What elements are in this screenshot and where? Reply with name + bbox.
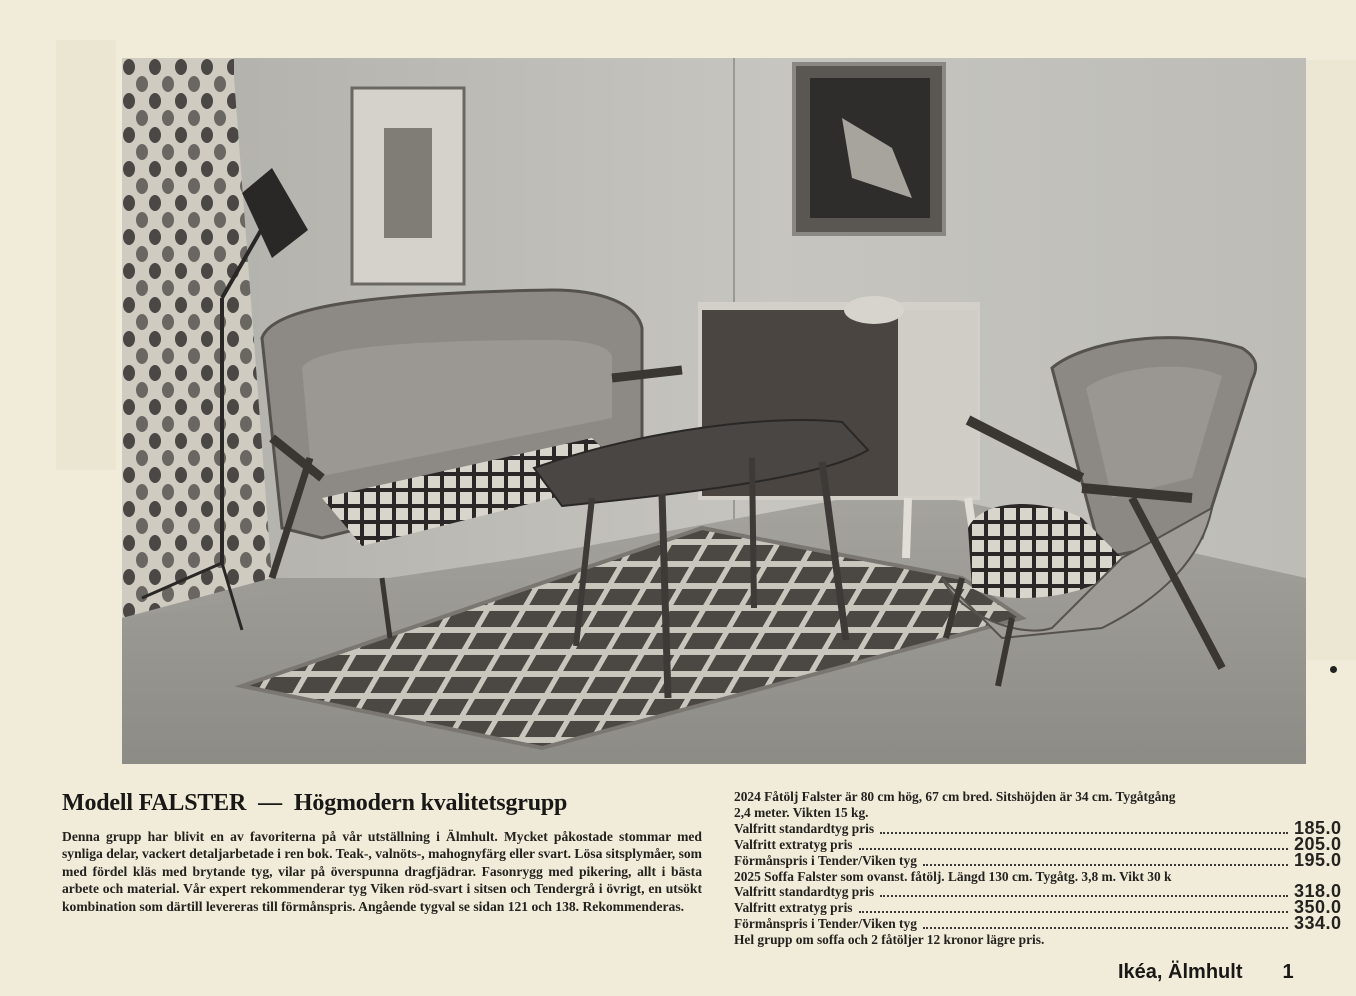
- item-2025-description: 2025 Soffa Falster som ovanst. fåtölj. Längd 130 cm. Tygåtg. 3,8 m. Vikt 30 k: [734, 868, 1172, 884]
- leader-dots: [923, 927, 1288, 929]
- price-value: 205.0: [1294, 833, 1342, 854]
- article-heading: [62, 790, 702, 817]
- price-label: Förmånspris i Tender/Viken tyg: [734, 852, 917, 868]
- group-discount-note: Hel grupp om soffa och 2 fåtöljer 12 kronor lägre pris.: [734, 932, 1045, 948]
- price-list: [734, 789, 1356, 948]
- price-label: Förmånspris i Tender/Viken tyg: [734, 916, 917, 932]
- item-2024-description-cont: 2,4 meter. Vikten 15 kg.: [734, 804, 869, 820]
- page-footer: [1118, 961, 1294, 984]
- item-2024-description: 2024 Fåtölj Falster är 80 cm hög, 67 cm bred. Sitshöjden är 34 cm. Tygåtgång: [734, 789, 1176, 804]
- page-bleed-right: [1306, 60, 1356, 660]
- price-row: [734, 849, 1356, 870]
- price-label: Valfritt standardtyg pris: [734, 884, 875, 900]
- page-bleed-left: [56, 40, 116, 470]
- price-row: [734, 913, 1356, 934]
- print-mark: [1330, 666, 1337, 673]
- leader-dots: [880, 895, 1288, 897]
- article-body: Denna grupp har blivit en av favoriterna på vår utställning i Älmhult. Mycket påkostade stommar med synliga delar, vackert detaljarbetade i ren bok. Teak-, valnöts-, mahognyfärg eller svart. Lösa sitsplymåer, som med fördel kläs med brytande tyg, vilar på överspunna dragfjädrar. Fasonrygg med pikering, allt i bästa arbete och material. Vår expert rekommenderar tyg Viken röd-svart i sitsen och Tendergrå i övrigt, en utsökt kombination som därtill levereras till förmånspris. Angående tygval se sidan 121 och 138. Rekommenderas.: [62, 829, 702, 914]
- leader-dots: [923, 864, 1288, 866]
- furniture-photograph: [122, 58, 1306, 764]
- leader-dots: [880, 832, 1288, 834]
- price-value: 318.0: [1294, 881, 1342, 902]
- price-row: [734, 897, 1356, 918]
- price-row: [734, 817, 1356, 838]
- price-label: Valfritt extratyg pris: [734, 836, 853, 852]
- price-value: 185.0: [1294, 817, 1342, 838]
- price-label: Valfritt standardtyg pris: [734, 820, 875, 836]
- article-subheading: Högmodern kvalitetsgrupp: [293, 790, 568, 816]
- leader-dots: [859, 848, 1288, 850]
- leader-dots: [859, 911, 1288, 913]
- price-row: [734, 881, 1356, 902]
- price-value: 195.0: [1294, 849, 1342, 870]
- price-row: [734, 833, 1356, 854]
- publisher-name: Ikéa, Älmhult: [1118, 961, 1243, 983]
- model-name: Modell FALSTER: [62, 790, 247, 816]
- price-value: 350.0: [1294, 897, 1342, 918]
- price-value: 334.0: [1294, 913, 1342, 934]
- heading-dash: —: [258, 790, 282, 816]
- price-label: Valfritt extratyg pris: [734, 900, 853, 916]
- page-number: 1: [1282, 961, 1294, 983]
